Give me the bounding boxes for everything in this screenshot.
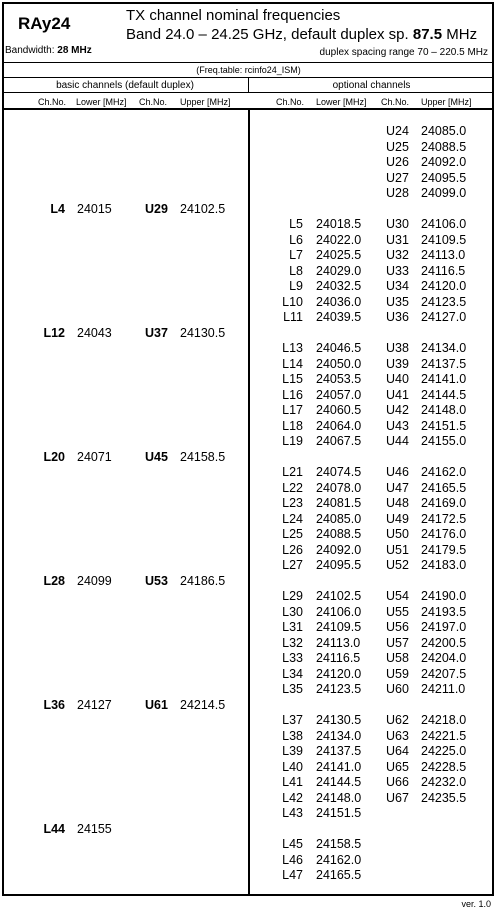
lower-frequency: 24127 xyxy=(77,697,112,712)
bandwidth-value: 28 MHz xyxy=(57,45,92,56)
lower-channel-number: L35 xyxy=(282,682,303,696)
upper-channel-number: U48 xyxy=(386,496,409,510)
upper-channel-number: U53 xyxy=(145,573,168,588)
upper-channel-number: U28 xyxy=(386,186,409,200)
upper-frequency: 24123.5 xyxy=(421,294,467,309)
upper-channel-number: U63 xyxy=(386,728,409,743)
lower-frequency: 24123.5 xyxy=(316,682,362,696)
optional-channel-row xyxy=(0,589,497,604)
upper-channel-number: U25 xyxy=(386,139,409,154)
upper-channel-number: U33 xyxy=(386,263,409,278)
upper-frequency: 24137.5 xyxy=(421,356,467,371)
lower-channel-number: L11 xyxy=(283,310,303,324)
lower-frequency: 24032.5 xyxy=(316,279,362,293)
lower-channel-number: L8 xyxy=(289,263,303,278)
lower-channel-number: L7 xyxy=(289,248,303,262)
upper-frequency: 24085.0 xyxy=(421,124,467,138)
lower-channel-number: L4 xyxy=(50,201,65,216)
optional-channel-row xyxy=(0,186,497,201)
lower-frequency: 24099 xyxy=(77,573,112,588)
upper-channel-number: U49 xyxy=(386,511,409,526)
upper-channel-number: U65 xyxy=(386,759,409,774)
upper-frequency: 24102.5 xyxy=(180,201,226,216)
col-header-ch-no: Ch.No. xyxy=(381,97,410,107)
upper-channel-number: U32 xyxy=(386,248,409,262)
freq-table-label: (Freq.table: rcinfo24_ISM) xyxy=(196,65,301,75)
lower-channel-number: L36 xyxy=(43,697,65,712)
upper-channel-number: U37 xyxy=(145,325,168,340)
upper-frequency: 24221.5 xyxy=(421,728,467,743)
basic-channel-row xyxy=(0,574,497,589)
upper-channel-number: U41 xyxy=(386,387,409,402)
upper-frequency: 24179.5 xyxy=(421,542,467,557)
lower-frequency: 24106.0 xyxy=(316,604,362,619)
upper-channel-number: U45 xyxy=(145,449,168,464)
optional-channel-row xyxy=(0,357,497,372)
basic-channel-row xyxy=(0,326,497,341)
upper-frequency: 24120.0 xyxy=(421,279,467,293)
upper-frequency: 24134.0 xyxy=(421,341,467,355)
lower-channel-number: L26 xyxy=(282,542,303,557)
lower-frequency: 24064.0 xyxy=(316,418,362,433)
upper-frequency: 24225.0 xyxy=(421,744,467,758)
optional-channel-row xyxy=(0,264,497,279)
upper-channel-number: U27 xyxy=(386,170,409,185)
lower-channel-number: L34 xyxy=(282,666,303,681)
upper-channel-number: U64 xyxy=(386,744,409,758)
upper-frequency: 24141.0 xyxy=(421,372,467,386)
band-text: Band 24.0 – 24.25 GHz, default duplex sp. xyxy=(126,26,413,43)
upper-frequency: 24127.0 xyxy=(421,310,467,324)
upper-channel-number: U60 xyxy=(386,682,409,696)
lower-frequency: 24155 xyxy=(77,821,112,836)
optional-channel-row xyxy=(0,419,497,434)
optional-channel-row xyxy=(0,682,497,697)
lower-frequency: 24137.5 xyxy=(316,744,362,758)
lower-channel-number: L5 xyxy=(289,217,303,231)
optional-channel-row xyxy=(0,171,497,186)
optional-channel-row xyxy=(0,233,497,248)
lower-channel-number: L14 xyxy=(282,356,303,371)
lower-frequency: 24043 xyxy=(77,325,112,340)
lower-frequency: 24022.0 xyxy=(316,232,362,247)
optional-channel-row xyxy=(0,651,497,666)
upper-frequency: 24193.5 xyxy=(421,604,467,619)
lower-frequency: 24095.5 xyxy=(316,558,362,572)
upper-channel-number: U51 xyxy=(386,542,409,557)
upper-channel-number: U34 xyxy=(386,279,409,293)
upper-channel-number: U62 xyxy=(386,713,409,727)
lower-channel-number: L40 xyxy=(282,759,303,774)
col-header-upper: Upper [MHz] xyxy=(180,97,231,107)
lower-channel-number: L47 xyxy=(282,868,303,882)
lower-frequency: 24109.5 xyxy=(316,620,362,634)
lower-frequency: 24151.5 xyxy=(316,806,362,820)
lower-frequency: 24039.5 xyxy=(316,310,362,324)
upper-frequency: 24186.5 xyxy=(180,573,226,588)
upper-channel-number: U50 xyxy=(386,527,409,541)
optional-channel-row xyxy=(0,558,497,573)
upper-frequency: 24176.0 xyxy=(421,527,467,541)
lower-frequency: 24088.5 xyxy=(316,527,362,541)
upper-frequency: 24144.5 xyxy=(421,387,467,402)
upper-frequency: 24130.5 xyxy=(180,325,226,340)
lower-frequency: 24067.5 xyxy=(316,434,362,448)
col-header-ch-no: Ch.No. xyxy=(276,97,305,107)
upper-channel-number: U46 xyxy=(386,465,409,479)
optional-channel-row xyxy=(0,217,497,232)
optional-channel-row xyxy=(0,295,497,310)
optional-channel-row xyxy=(0,388,497,403)
optional-channel-row xyxy=(0,791,497,806)
lower-channel-number: L41 xyxy=(282,775,303,789)
lower-channel-number: L31 xyxy=(282,620,303,634)
upper-frequency: 24155.0 xyxy=(421,434,467,448)
col-header-ch-no: Ch.No. xyxy=(38,97,67,107)
band-line xyxy=(126,26,477,43)
basic-channel-row xyxy=(0,822,497,837)
upper-frequency: 24214.5 xyxy=(180,697,226,712)
optional-channel-row xyxy=(0,853,497,868)
upper-channel-number: U47 xyxy=(386,480,409,495)
lower-channel-number: L32 xyxy=(282,635,303,650)
lower-frequency: 24046.5 xyxy=(316,341,362,355)
upper-channel-number: U61 xyxy=(145,697,168,712)
upper-channel-number: U42 xyxy=(386,403,409,417)
optional-channel-row xyxy=(0,713,497,728)
lower-channel-number: L21 xyxy=(282,465,303,479)
optional-channel-row xyxy=(0,248,497,263)
lower-channel-number: L28 xyxy=(43,573,65,588)
upper-channel-number: U31 xyxy=(386,232,409,247)
optional-channel-row xyxy=(0,372,497,387)
basic-section-title: basic channels (default duplex) xyxy=(56,80,194,91)
optional-channel-row xyxy=(0,512,497,527)
lower-channel-number: L20 xyxy=(43,449,65,464)
lower-channel-number: L12 xyxy=(43,325,65,340)
optional-channel-row xyxy=(0,124,497,139)
upper-channel-number: U57 xyxy=(386,635,409,650)
upper-channel-number: U30 xyxy=(386,217,409,231)
upper-frequency: 24099.0 xyxy=(421,186,467,200)
lower-channel-number: L13 xyxy=(282,341,303,355)
lower-frequency: 24025.5 xyxy=(316,248,362,262)
optional-channel-row xyxy=(0,527,497,542)
lower-frequency: 24081.5 xyxy=(316,496,362,510)
lower-channel-number: L15 xyxy=(282,372,303,386)
lower-frequency: 24036.0 xyxy=(316,294,362,309)
lower-frequency: 24060.5 xyxy=(316,403,362,417)
upper-frequency: 24197.0 xyxy=(421,620,467,634)
lower-channel-number: L27 xyxy=(282,558,303,572)
version-label: ver. 1.0 xyxy=(461,899,491,909)
lower-channel-number: L10 xyxy=(282,294,303,309)
upper-frequency: 24218.0 xyxy=(421,713,467,727)
optional-channel-row xyxy=(0,279,497,294)
lower-frequency: 24071 xyxy=(77,449,112,464)
optional-channel-row xyxy=(0,744,497,759)
upper-channel-number: U36 xyxy=(386,310,409,324)
lower-channel-number: L38 xyxy=(282,728,303,743)
upper-frequency: 24151.5 xyxy=(421,418,467,433)
upper-frequency: 24190.0 xyxy=(421,589,467,603)
basic-channel-row xyxy=(0,450,497,465)
lower-channel-number: L33 xyxy=(282,651,303,665)
lower-frequency: 24165.5 xyxy=(316,868,362,882)
lower-frequency: 24092.0 xyxy=(316,542,362,557)
lower-channel-number: L30 xyxy=(282,604,303,619)
upper-frequency: 24106.0 xyxy=(421,217,467,231)
upper-channel-number: U39 xyxy=(386,356,409,371)
lower-frequency: 24144.5 xyxy=(316,775,362,789)
optional-channel-row xyxy=(0,140,497,155)
upper-frequency: 24200.5 xyxy=(421,635,467,650)
upper-channel-number: U44 xyxy=(386,434,409,448)
upper-frequency: 24204.0 xyxy=(421,651,467,665)
duplex-range: duplex spacing range 70 – 220.5 MHz xyxy=(319,47,488,58)
upper-channel-number: U29 xyxy=(145,201,168,216)
optional-channel-row xyxy=(0,868,497,883)
upper-channel-number: U55 xyxy=(386,604,409,619)
lower-frequency: 24116.5 xyxy=(316,651,361,665)
upper-channel-number: U66 xyxy=(386,775,409,789)
lower-frequency: 24130.5 xyxy=(316,713,362,727)
upper-channel-number: U26 xyxy=(386,155,409,169)
lower-frequency: 24134.0 xyxy=(316,728,362,743)
optional-channel-row xyxy=(0,496,497,511)
page-title: TX channel nominal frequencies xyxy=(126,7,341,24)
lower-channel-number: L45 xyxy=(282,837,303,851)
lower-channel-number: L19 xyxy=(282,434,303,448)
lower-frequency: 24015 xyxy=(77,201,112,216)
lower-channel-number: L25 xyxy=(282,527,303,541)
lower-frequency: 24120.0 xyxy=(316,666,362,681)
optional-channel-row xyxy=(0,620,497,635)
lower-channel-number: L23 xyxy=(282,496,303,510)
lower-channel-number: L46 xyxy=(282,852,303,867)
upper-channel-number: U58 xyxy=(386,651,409,665)
upper-frequency: 24235.5 xyxy=(421,790,467,805)
lower-frequency: 24113.0 xyxy=(316,635,361,650)
upper-frequency: 24116.5 xyxy=(421,263,466,278)
bandwidth-label: Bandwidth: xyxy=(5,45,58,56)
upper-frequency: 24169.0 xyxy=(421,496,467,510)
section-divider xyxy=(248,78,249,92)
lower-frequency: 24158.5 xyxy=(316,837,362,851)
optional-channel-row xyxy=(0,481,497,496)
col-header-ch-no: Ch.No. xyxy=(139,97,168,107)
optional-channel-row xyxy=(0,465,497,480)
upper-frequency: 24232.0 xyxy=(421,775,467,789)
optional-channel-row xyxy=(0,605,497,620)
upper-channel-number: U59 xyxy=(386,666,409,681)
lower-channel-number: L29 xyxy=(282,589,303,603)
lower-frequency: 24085.0 xyxy=(316,511,362,526)
upper-frequency: 24088.5 xyxy=(421,139,467,154)
upper-channel-number: U35 xyxy=(386,294,409,309)
basic-channel-row xyxy=(0,202,497,217)
lower-frequency: 24057.0 xyxy=(316,387,362,402)
upper-frequency: 24092.0 xyxy=(421,155,467,169)
upper-frequency: 24148.0 xyxy=(421,403,467,417)
upper-frequency: 24095.5 xyxy=(421,170,467,185)
lower-frequency: 24148.0 xyxy=(316,790,362,805)
col-header-lower: Lower [MHz] xyxy=(316,97,367,107)
lower-channel-number: L42 xyxy=(282,790,303,805)
basic-channel-row xyxy=(0,698,497,713)
optional-channel-row xyxy=(0,729,497,744)
lower-channel-number: L39 xyxy=(282,744,303,758)
optional-channel-row xyxy=(0,341,497,356)
lower-channel-number: L17 xyxy=(282,403,303,417)
lower-frequency: 24078.0 xyxy=(316,480,362,495)
lower-channel-number: L16 xyxy=(282,387,303,402)
lower-frequency: 24141.0 xyxy=(316,759,362,774)
upper-channel-number: U43 xyxy=(386,418,409,433)
upper-channel-number: U56 xyxy=(386,620,409,634)
divider xyxy=(2,92,494,93)
optional-channel-row xyxy=(0,434,497,449)
optional-section-title: optional channels xyxy=(332,80,411,91)
optional-channel-row xyxy=(0,543,497,558)
upper-frequency: 24211.0 xyxy=(421,682,466,696)
upper-frequency: 24165.5 xyxy=(421,480,467,495)
optional-channel-row xyxy=(0,155,497,170)
duplex-value: 87.5 xyxy=(412,26,443,43)
lower-frequency: 24074.5 xyxy=(316,465,362,479)
lower-channel-number: L37 xyxy=(282,713,303,727)
optional-channel-row xyxy=(0,760,497,775)
upper-frequency: 24162.0 xyxy=(421,465,467,479)
upper-frequency: 24207.5 xyxy=(421,666,467,681)
lower-frequency: 24018.5 xyxy=(316,217,362,231)
upper-frequency: 24109.5 xyxy=(421,232,467,247)
duplex-unit: MHz xyxy=(442,26,478,43)
lower-channel-number: L44 xyxy=(43,821,65,836)
upper-frequency: 24113.0 xyxy=(421,248,466,262)
upper-frequency: 24172.5 xyxy=(421,511,467,526)
optional-channel-row xyxy=(0,636,497,651)
divider xyxy=(2,62,494,63)
upper-channel-number: U54 xyxy=(386,589,409,603)
lower-channel-number: L9 xyxy=(289,279,303,293)
upper-frequency: 24158.5 xyxy=(180,449,226,464)
upper-channel-number: U40 xyxy=(386,372,409,386)
col-header-lower: Lower [MHz] xyxy=(76,97,127,107)
upper-channel-number: U67 xyxy=(386,790,409,805)
lower-channel-number: L43 xyxy=(282,806,303,820)
lower-channel-number: L24 xyxy=(282,511,303,526)
lower-frequency: 24053.5 xyxy=(316,372,362,386)
col-header-upper: Upper [MHz] xyxy=(421,97,472,107)
optional-channel-row xyxy=(0,806,497,821)
lower-channel-number: L6 xyxy=(289,232,303,247)
lower-frequency: 24162.0 xyxy=(316,852,362,867)
optional-channel-row xyxy=(0,837,497,852)
optional-channel-row xyxy=(0,667,497,682)
bandwidth-line xyxy=(5,45,92,56)
lower-channel-number: L18 xyxy=(282,418,303,433)
lower-frequency: 24102.5 xyxy=(316,589,362,603)
brand-title: RAy24 xyxy=(18,14,71,33)
lower-channel-number: L22 xyxy=(282,480,303,495)
upper-channel-number: U38 xyxy=(386,341,409,355)
optional-channel-row xyxy=(0,775,497,790)
optional-channel-row xyxy=(0,403,497,418)
upper-channel-number: U24 xyxy=(386,124,409,138)
upper-frequency: 24183.0 xyxy=(421,558,467,572)
upper-frequency: 24228.5 xyxy=(421,759,467,774)
lower-frequency: 24029.0 xyxy=(316,263,362,278)
optional-channel-row xyxy=(0,310,497,325)
upper-channel-number: U52 xyxy=(386,558,409,572)
lower-frequency: 24050.0 xyxy=(316,356,362,371)
